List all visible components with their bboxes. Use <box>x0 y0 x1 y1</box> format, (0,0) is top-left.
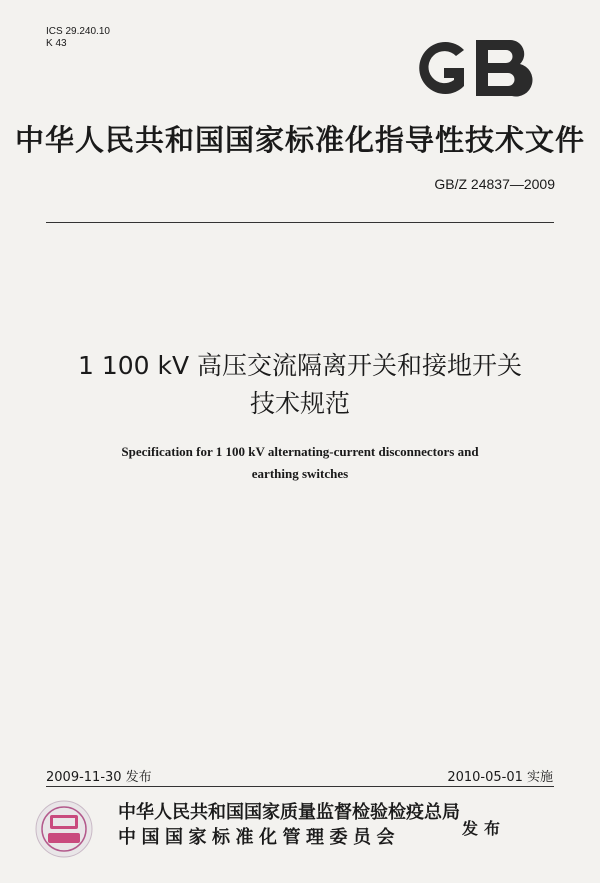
title-chinese <box>0 347 600 423</box>
publish-label: 发布 <box>462 819 507 838</box>
divider-bottom <box>46 786 554 787</box>
title-en-line1: Specification for 1 100 kV alternating-current disconnectors and <box>121 444 479 459</box>
publisher-block <box>118 800 460 850</box>
title-cn-line1: 1 100 kV 高压交流隔离开关和接地开关 <box>77 351 523 380</box>
divider-top <box>46 222 554 223</box>
title-cn-line2: 技术规范 <box>249 389 350 418</box>
org-title: 中华人民共和国国家标准化指导性技术文件 <box>14 123 585 157</box>
ics-code: ICS 29.240.10 <box>46 26 110 37</box>
gb-logo-icon <box>410 36 540 100</box>
title-en-line2: earthing switches <box>251 466 349 481</box>
classification-codes <box>46 26 110 50</box>
publisher-line2: 中国国家标准化管理委员会 <box>118 827 400 848</box>
ccs-code: K 43 <box>46 38 67 49</box>
issue-date: 2009-11-30 发布 <box>46 770 152 785</box>
publisher-line1: 中华人民共和国国家质量监督检验检疫总局 <box>118 802 460 823</box>
anti-counterfeit-seal-icon <box>34 799 94 859</box>
standard-number: GB/Z 24837—2009 <box>434 176 555 192</box>
implement-date: 2010-05-01 实施 <box>447 770 553 785</box>
title-english <box>60 441 540 485</box>
